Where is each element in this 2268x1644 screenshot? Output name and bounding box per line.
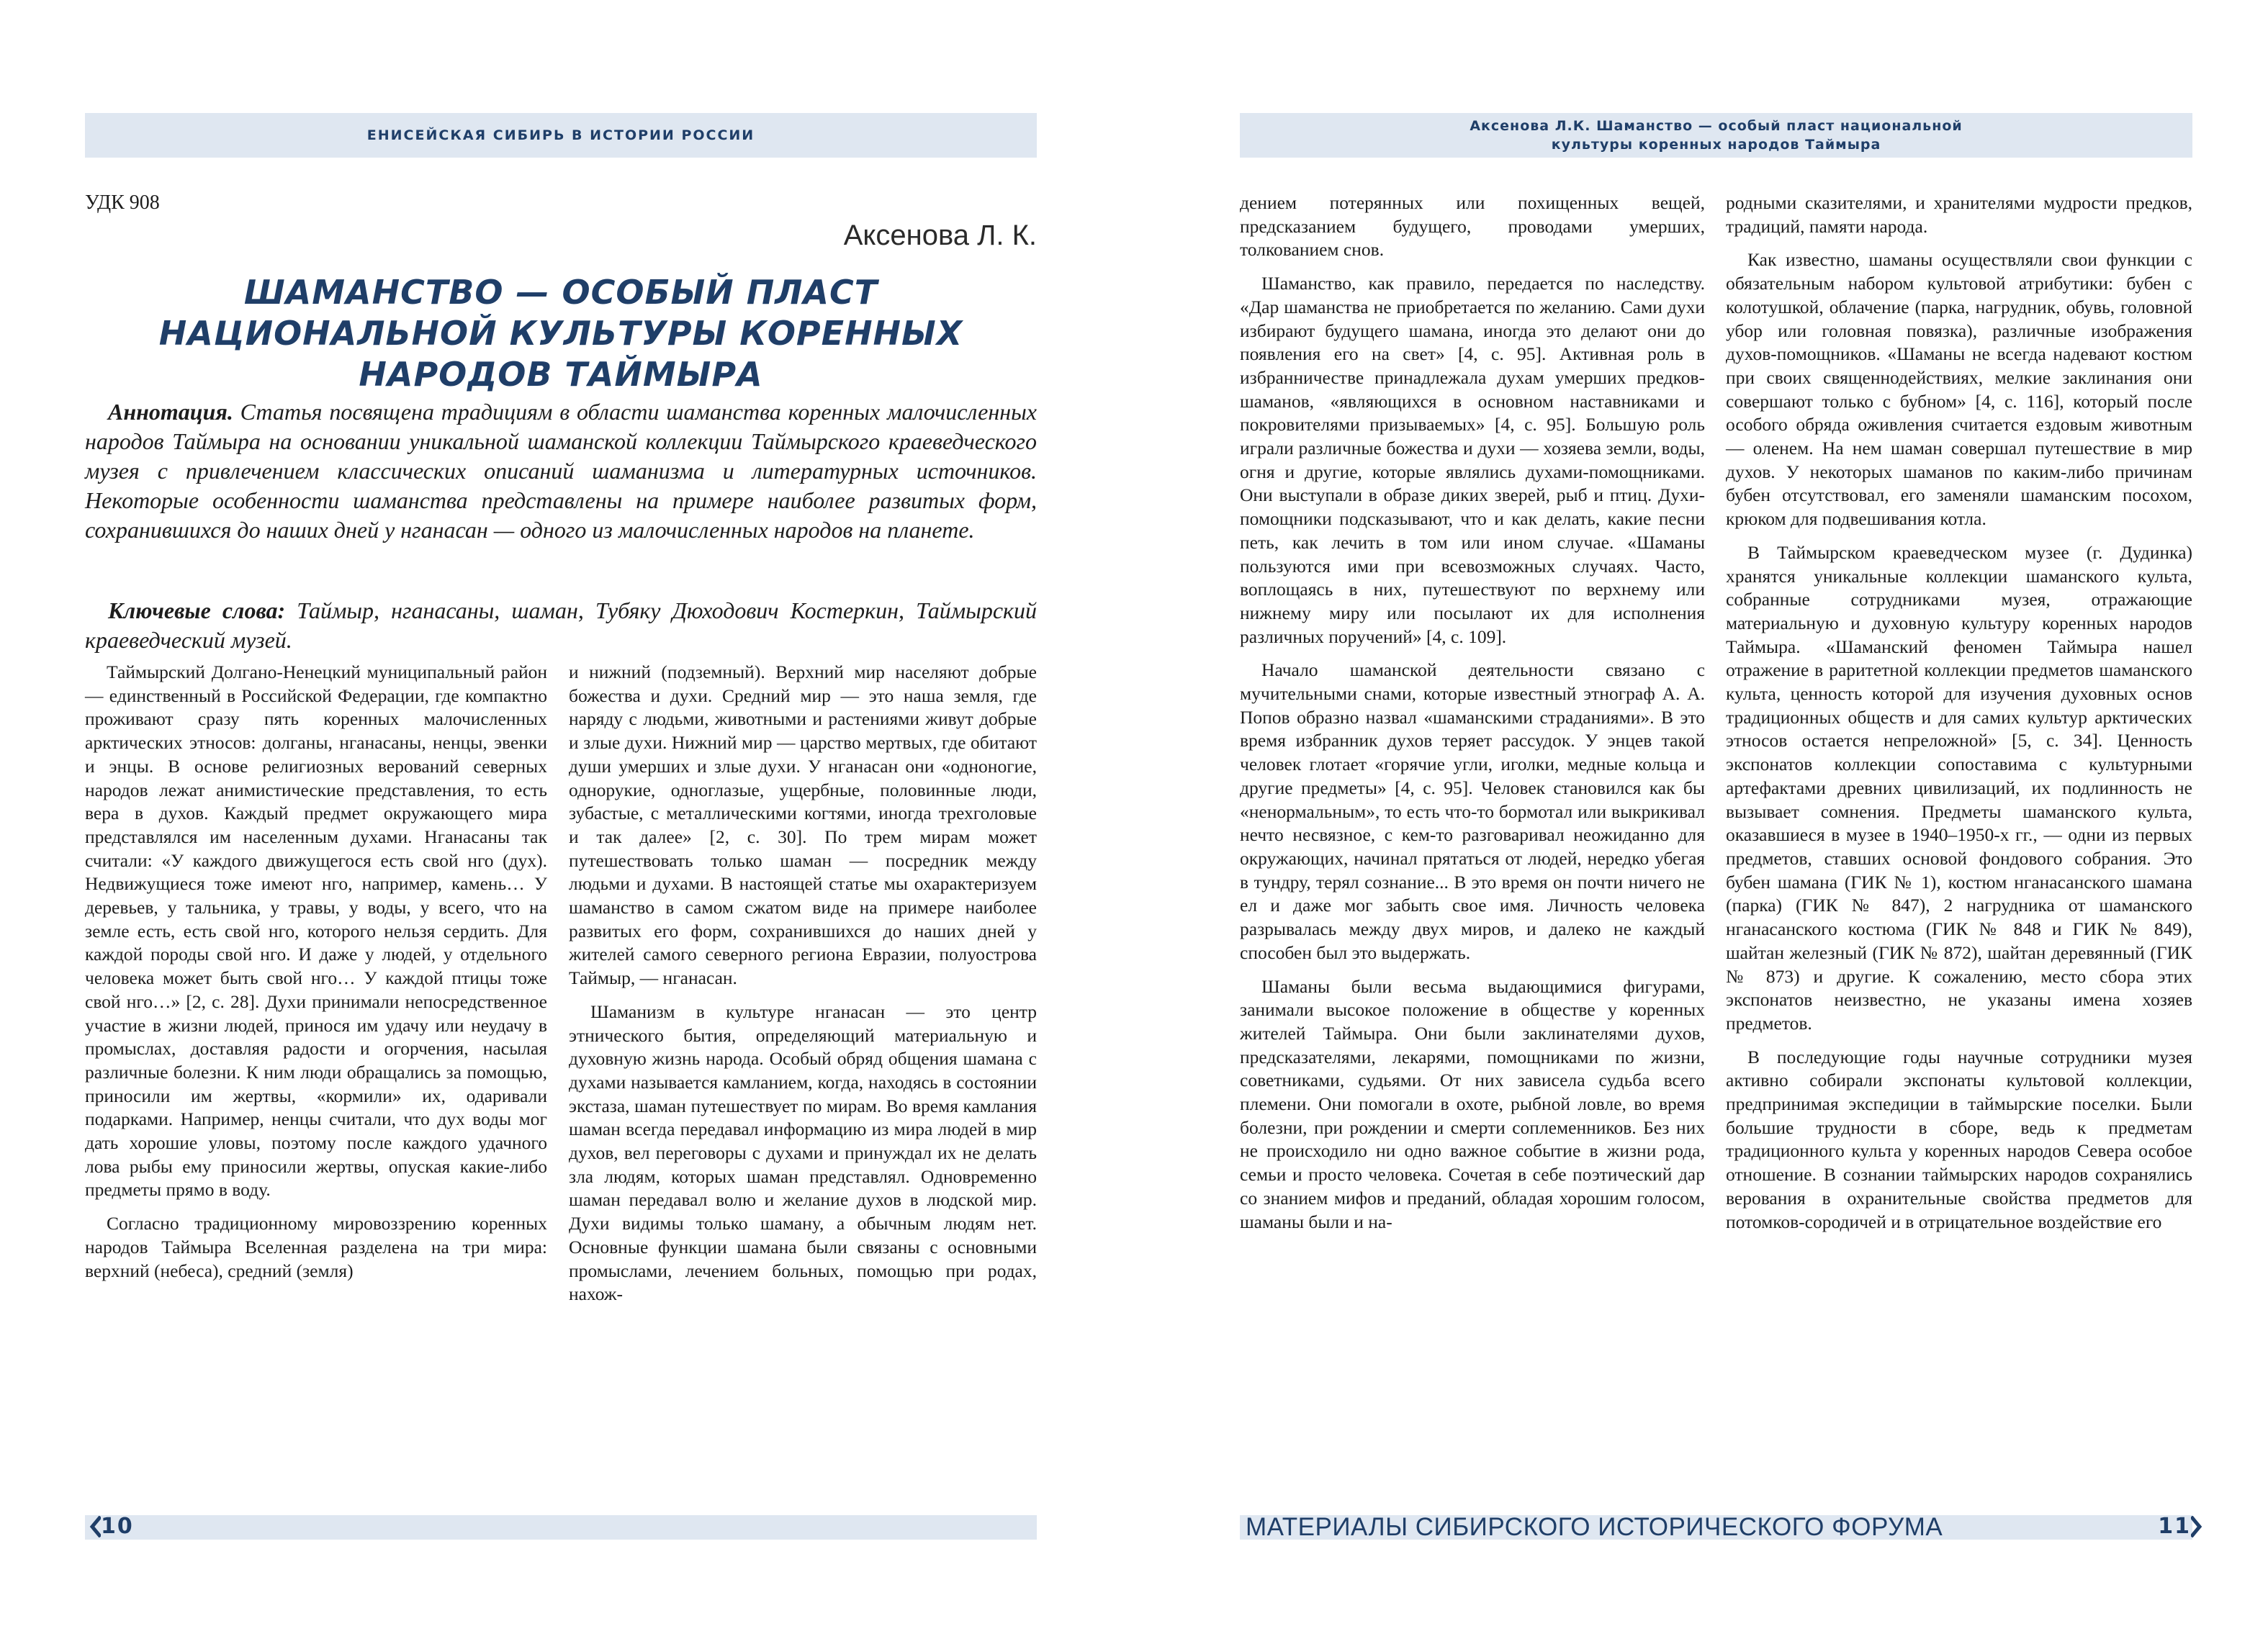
- page-number-text: 10: [101, 1514, 134, 1539]
- body-column-2: [1726, 191, 2192, 1244]
- running-header-text: ЕНИСЕЙСКАЯ СИБИРЬ В ИСТОРИИ РОССИИ: [366, 127, 755, 143]
- author-name: Аксенова Л. К.: [843, 220, 1037, 251]
- annotation: [85, 397, 1037, 545]
- body-column-1: [85, 661, 547, 1293]
- keywords-text: Таймыр, нганасаны, шаман, Тубяку Дюходович Костеркин, Таймырский краеведческий музей.: [85, 597, 1038, 653]
- footer-band: [85, 1515, 1037, 1540]
- paragraph: В последующие годы научные сотрудники музея активно собирали экспонаты культовой коллекции, предпринимая экспедиции в таймырские поселки. Были большие трудности в сборе, ведь к предметам традиционного культа у коренных народов Севера особое отношение. В сознании таймырских народов сохранялись верования в охранительные свойства предметов для потомков-сородичей и в отрицательное воздействие его: [1726, 1046, 2192, 1232]
- page-number-right: [2158, 1514, 2202, 1539]
- journal-title: МАТЕРИАЛЫ СИБИРСКОГО ИСТОРИЧЕСКОГО ФОРУМА: [1246, 1513, 1943, 1541]
- footer-band: [1240, 1515, 2192, 1540]
- body-column-1: [1240, 191, 1705, 1244]
- running-header-line-1: Аксенова Л.К. Шаманство — особый пласт национальной: [1470, 118, 1963, 134]
- running-header-line-2: культуры коренных народов Таймыра: [1551, 137, 1881, 153]
- right-page: [1134, 0, 2268, 1644]
- chevron-right-icon: [2191, 1516, 2202, 1537]
- body-column-2: [569, 661, 1037, 1316]
- keywords: [85, 596, 1037, 655]
- paragraph: Шаманство, как правило, передается по наследству. «Дар шаманства не приобретается по желанию. Сами духи избирают будущего шамана, иногда это делают они до появления его на свет» [4, с. 95]. Активная роль в избранничестве принадлежала духам умерших предков-шаманов, «являющихся в основном наставниками и покровителями призываемых» [4, с. 95]. Большую роль играли различные божества и духи — хозяева земли, воды, огня и другие, которые являлись духами-помощниками. Они выступали в образе диких зверей, рыб и птиц. Духи-помощники подсказывают, что и как делать, какие песни петь, как лечить в том или ином случае. «Шаманы пользуются ими при всевозможных случаях. Часто, воплощаясь в них, путешествуют по верхнему или нижнему миру или посылают их для исполнения различных поручений» [4, с. 109].: [1240, 273, 1705, 647]
- paragraph: родными сказителями, и хранителями мудрости предков, традиций, памяти народа.: [1726, 192, 2192, 237]
- annotation-label: Аннотация.: [108, 399, 233, 425]
- page-number-left: [89, 1514, 134, 1539]
- paragraph: Начало шаманской деятельности связано с мучительными снами, которые известный этнограф А. А. Попов образно назвал «шаманскими страданиями». В это время избранник духов теряет рассудок. У энцев такой человек глотает «горячие угли, иголки, медные кольца и другие предметы» [4, с. 95]. Человек становился как бы «ненормальным», то есть что-то бормотал или выкрикивал нечто несвязное, с кем-то разговаривал неожиданно для окружающих, начинал прятаться от людей, нередко убегая в тундру, терял сознание... В это время он почти ничего не ел и даже мог забыть свое имя. Личность человека разрывалась между двух миров, и далеко не каждый способен был это выдержать.: [1240, 659, 1705, 963]
- paragraph: Таймырский Долгано-Ненецкий муниципальный район — единственный в Российской Федерации, где компактно проживают сразу пять коренных малочисленных арктических этносов: долганы, нганасаны, ненцы, эвенки и энцы. В основе религиозных верований северных народов лежат анимистические представления, то есть вера в духов. Каждый предмет окружающего мира представлялся им населенным духами. Нганасаны так считали: «У каждого движущегося есть свой нго (дух). Недвижущиеся тоже имеют нго, например, камень… У деревьев, у тальника, у травы, у воды, у всего, что на земле есть, есть свой нго, которого нельзя сердить. Для каждой породы свой нго. И даже у людей, у отдельного человека может быть свой нго… У каждой птицы тоже свой нго…» [2, с. 28]. Духи принимали непосредственное участие в жизни людей, принося им удачу или неудачу в промыслах, доставляя радости и огорчения, насылая различные болезни. К ним люди обращались за помощью, приносили им жертвы, «кормили» их, одаривали подарками. Например, ненцы считали, что дух воды мог дать хорошие уловы, поэтому после каждого удачного лова рыбы ему приносили жертвы, опуская какие-либо предметы прямо в воду.: [85, 661, 547, 1201]
- running-header: [1240, 113, 2192, 158]
- paragraph: Шаманизм в культуре нганасан — это центр этнического бытия, определяющий материальную и духовную жизнь народа. Особый обряд общения шамана с духами называется камланием, когда, находясь в состоянии экстаза, шаман путешествует по мирам. Во время камлания шаман всегда передавал информацию из мира людей в мир духов, вел переговоры с духами и принуждал их не делать зла людям, которых шаман представлял. Одновременно шаман передавал волю и желание духов в людской мир. Духи видимы только шаману, а обычным людям нет. Основные функции шамана были связаны с основными промыслами, лечением больных, помощью при родах, нахож-: [569, 1001, 1037, 1305]
- running-header: [85, 113, 1037, 158]
- paragraph: Как известно, шаманы осуществляли свои функции с обязательным набором культовой атрибутики: бубен с колотушкой, облачение (парка, нагрудник, обувь, головной убор или головная повязка), различные изображения духов-помощников. «Шаманы не всегда надевают костюм при своих священнодействиях, мелкие заклинания они совершают только с бубном» [4, с. 116], который после особого обряда оживления считается ездовым животным — оленем. На нем шаман совершал путешествие в мир духов. У некоторых шаманов по каким-либо причинам бубен отсутствовал, его заменяли шаманским посохом, крюком для подвешивания котла.: [1726, 249, 2192, 530]
- paragraph: Согласно традиционному мировоззрению коренных народов Таймыра Вселенная разделена на три мира: верхний (небеса), средний (земля): [85, 1213, 547, 1281]
- paragraph: дением потерянных или похищенных вещей, предсказанием будущего, проводами умерших, толкованием снов.: [1240, 192, 1705, 261]
- paragraph: В Таймырском краеведческом музее (г. Дудинка) хранятся уникальные коллекции шаманского культа, собранные сотрудниками музея, отражающие материальную и духовную культуру коренных народов Таймыра. «Шаманский феномен Таймыра нашел отражение в раритетной коллекции предметов шаманского культа, ценность которой для изучения духовных основ традиционных обществ и для самих культур арктических этносов остается непреложной» [5, с. 34]. Ценность экспонатов коллекции сопоставима с культурными артефактами древних цивилизаций, их подлинность не вызывает сомнения. Предметы шаманского культа, оказавшиеся в музее в 1940–1950-х гг., — одни из первых предметов, ставших основой фондового собрания. Это бубен шамана (ГИК № 1), костюм нганасанского шамана (парка) (ГИК № 847), 2 нагрудника от шаманского нганасанского костюма (ГИК № 848 и ГИК № 849), шайтан железный (ГИК № 872), шайтан деревянный (ГИК № 873) и другие. К сожалению, место сбора этих экспонатов неизвестно, не указаны имена хозяев предметов.: [1726, 541, 2192, 1034]
- article-title: ШАМАНСТВО — ОСОБЫЙ ПЛАСТ НАЦИОНАЛЬНОЙ КУЛЬТУРЫ КОРЕННЫХ НАРОДОВ ТАЙМЫРА: [158, 273, 963, 394]
- keywords-label: Ключевые слова:: [108, 597, 286, 623]
- udk-code: УДК 908: [85, 191, 160, 214]
- chevron-left-icon: [89, 1516, 101, 1537]
- paragraph: и нижний (подземный). Верхний мир населяют добрые божества и духи. Средний мир — это наша земля, где наряду с людьми, животными и растениями живут добрые и злые духи. Нижний мир — царство мертвых, где обитают души умерших и злые духи. У нганасан они «одноногие, однорукие, одноглазые, ущербные, половинные люди, зубастые, с металлическими когтями, иногда трехголовые и так далее» [2, с. 30]. По трем мирам может путешествовать только шаман — посредник между людьми и духами. В настоящей статье мы охарактеризуем шаманство в самом сжатом виде на примере наиболее развитых его форм, сохранившихся до наших дней у жителей самого северного региона Евразии, полуострова Таймыр, — нганасан.: [569, 661, 1037, 989]
- paragraph: Шаманы были весьма выдающимися фигурами, занимали высокое положение в обществе у коренных жителей Таймыра. Они были заклинателями духов, предсказателями, лекарями, помощниками по жизни, советниками, судьями. От них зависела судьба всего племени. Они помогали в охоте, рыбной ловле, во время болезни, при рождении и смерти соплеменников. Без них не происходило ни одно важное событие в жизни рода, семьи и просто человека. Сочетая в себе поэтический дар со знанием мифов и преданий, обладая хорошим голосом, шаманы были и на-: [1240, 975, 1705, 1232]
- annotation-text: Статья посвящена традициям в области шаманства коренных малочисленных народов Таймыра на основании уникальной шаманской коллекции Таймырского краеведческого музея с привлечением классических описаний шаманизма и литературных источников. Некоторые особенности шаманства представлены на примере наиболее развитых форм, сохранившихся до наших дней у нганасан — одного из малочисленных народов на планете.: [85, 399, 1037, 543]
- page-number-text: 11: [2158, 1514, 2191, 1539]
